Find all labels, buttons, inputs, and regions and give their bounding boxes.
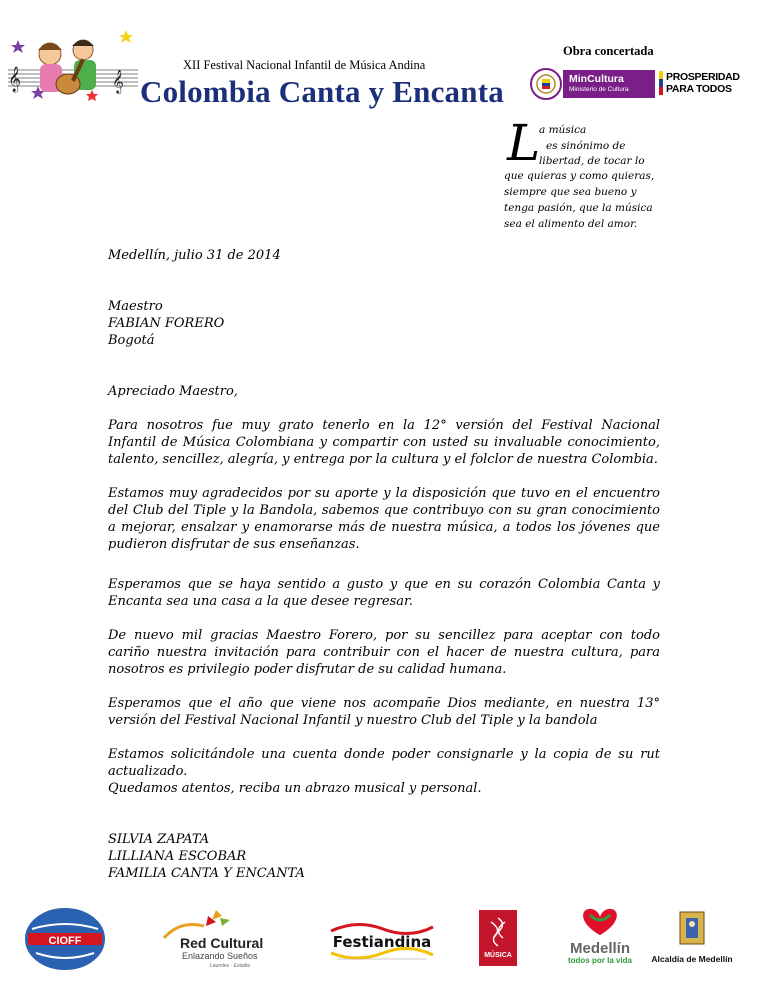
prosperidad-line1: PROSPERIDAD bbox=[666, 71, 740, 83]
paragraph-line: nosotros es privilegio poder disfrutar de su calidad humana. bbox=[108, 662, 507, 677]
quote-drop-cap: L bbox=[507, 114, 541, 172]
signature-name: LILLIANA ESCOBAR bbox=[108, 849, 247, 864]
red-cultural-sub: Enlazando Sueños bbox=[182, 951, 258, 961]
obra-concertada-label: Obra concertada bbox=[563, 44, 654, 58]
svg-text:𝄞: 𝄞 bbox=[8, 67, 22, 92]
paragraph-line: Esperamos que se haya sentido a gusto y que en su corazón Colombia Canta y bbox=[108, 577, 660, 592]
alcaldia-text: Alcaldía de Medellín bbox=[651, 954, 733, 964]
red-cultural-sub2: Laureles · Estadio bbox=[210, 963, 251, 969]
medellin-sub: todos por la vida bbox=[567, 956, 633, 965]
recipient-name: FABIAN FORERO bbox=[108, 316, 225, 331]
quote-line: a música bbox=[539, 124, 587, 136]
mincultura-title: MinCultura bbox=[569, 73, 624, 85]
festival-subtitle: XII Festival Nacional Infantil de Música Andina bbox=[183, 58, 426, 72]
quote-line: libertad, de tocar lo bbox=[539, 155, 645, 167]
quote-line: tenga pasión, que la música bbox=[504, 202, 653, 214]
flag-stripe-icon bbox=[659, 71, 663, 95]
paragraph-line: a mejorar, ensalzar y enamorarse más de nuestra música, a todos los jóvenes que bbox=[108, 520, 660, 535]
recipient-city: Bogotá bbox=[108, 333, 155, 348]
festiandina-logo bbox=[327, 917, 437, 965]
signature-name: FAMILIA CANTA Y ENCANTA bbox=[108, 866, 305, 881]
paragraph-line: pudieron disfrutar de sus enseñanzas. bbox=[108, 537, 360, 552]
cioff-text: CIOFF bbox=[48, 935, 82, 947]
paragraph-line: Estamos muy agradecidos por su aporte y la disposición que tuvo en el encuentro bbox=[108, 486, 660, 501]
paragraph-line: Para nosotros fue muy grato tenerlo en la 12° versión del Festival Nacional bbox=[108, 418, 660, 433]
signature-name: SILVIA ZAPATA bbox=[108, 832, 210, 847]
paragraph-line: Quedamos atentos, reciba un abrazo musical y personal. bbox=[108, 781, 482, 796]
prosperidad-logo bbox=[659, 70, 739, 98]
paragraph-line: Infantil de Música Colombiana y compartir con usted su invaluable conocimiento, bbox=[108, 435, 660, 450]
medellin-text: Medellín bbox=[569, 940, 631, 957]
paragraph-line: De nuevo mil gracias Maestro Forero, por su sencillez para aceptar con todo bbox=[108, 628, 660, 643]
colombia-seal-icon bbox=[530, 68, 562, 100]
paragraph-line: versión del Festival Nacional Infantil y nuestro Club del Tiple y la bandola bbox=[108, 713, 598, 728]
paragraph-line: cariño nuestra invitación para contribuir con el hacer de nuestra cultura, para bbox=[108, 645, 660, 660]
festival-title: Colombia Canta y Encanta bbox=[140, 74, 504, 109]
quote-line: que quieras y como quieras, bbox=[504, 170, 655, 182]
cioff-logo bbox=[22, 905, 108, 973]
medellin-logo bbox=[560, 905, 640, 967]
alcaldia-logo bbox=[650, 910, 734, 966]
musica-text: MÚSICA bbox=[484, 952, 512, 959]
quote-line: siempre que sea bueno y bbox=[504, 186, 637, 198]
paragraph-line: talento, sencillez, alegría, y entrega por la cultura y el folclor de nuestra Colombia. bbox=[108, 452, 658, 467]
red-cultural-logo bbox=[160, 908, 270, 970]
paragraph-line: Encanta sea una casa a la que desee regresar. bbox=[108, 594, 413, 609]
festiandina-text: Festiandina bbox=[332, 933, 432, 951]
quote-line: sea el alimento del amor. bbox=[504, 218, 638, 230]
paragraph-line: actualizado. bbox=[108, 764, 188, 779]
mincultura-subtitle: Ministerio de Cultura bbox=[569, 86, 629, 93]
recipient-title: Maestro bbox=[108, 299, 163, 314]
paragraph-line: Estamos solicitándole una cuenta donde poder consignarle y la copia de su rut bbox=[108, 747, 660, 762]
red-cultural-title: Red Cultural bbox=[180, 935, 264, 951]
letter-date: Medellín, julio 31 de 2014 bbox=[108, 248, 281, 263]
mincultura-logo bbox=[563, 70, 655, 98]
quote-line: es sinónimo de bbox=[546, 140, 626, 152]
paragraph-line: Esperamos que el año que viene nos acompañe Dios mediante, en nuestra 13° bbox=[108, 696, 660, 711]
festival-logo bbox=[8, 28, 138, 106]
greeting: Apreciado Maestro, bbox=[108, 384, 238, 399]
svg-text:𝄞: 𝄞 bbox=[112, 69, 124, 93]
paragraph-line: del Club del Tiple y la Bandola, sabemos que contribuyo con su gran conocimiento bbox=[108, 503, 660, 518]
musica-logo bbox=[479, 910, 517, 966]
prosperidad-line2: PARA TODOS bbox=[666, 83, 732, 95]
